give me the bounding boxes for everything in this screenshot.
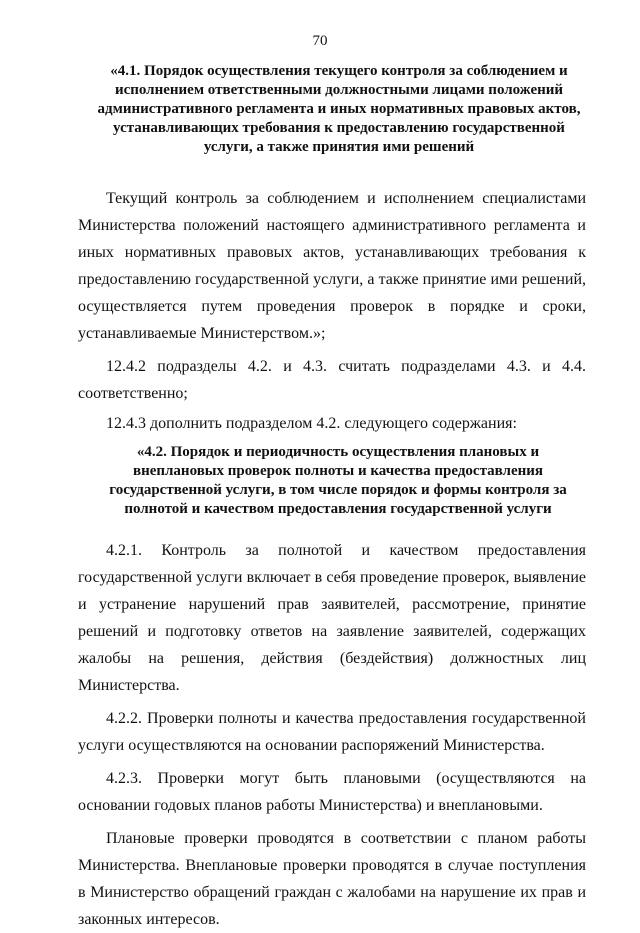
section-4-2-2-paragraph: 4.2.2. Проверки полноты и качества предоставления государственной услуги осуществляются на основании распоряжений Министерства. — [78, 710, 586, 754]
section-4-2-3-paragraph: 4.2.3. Проверки могут быть плановыми (осуществляются на основании годовых планов работы Министерства) и внеплановыми. — [78, 770, 586, 814]
planned-inspections-paragraph: Плановые проверки проводятся в соответствии с планом работы Министерства. Внеплановые проверки проводятся в случае поступления в Министерство обращений граждан с жалобами на нарушение их прав и законных интересов. — [78, 830, 586, 928]
amendment-12-4-3: 12.4.3 дополнить подразделом 4.2. следующего содержания: — [106, 415, 517, 432]
page-number: 70 — [312, 33, 328, 49]
section-4-1-paragraph: Текущий контроль за соблюдением и исполнением специалистами Министерства положений настоящего административного регламента и иных нормативных правовых актов, устанавливающих требования к предоставлению государственной услуги, а также принятие ими решений, осуществляется путем проведения проверок в порядке и сроки, устанавливаемые Министерством.»; — [78, 190, 586, 342]
amendment-12-4-2: 12.4.2 подразделы 4.2. и 4.3. считать подразделами 4.3. и 4.4. соответственно; — [78, 358, 586, 402]
section-4-2-heading: «4.2. Порядок и периодичность осуществления плановых и внеплановых проверок полноты и качества предоставления государственной услуги, в том числе порядок и формы контроля за полнотой и качеством предоставления государственной услуги — [109, 444, 567, 517]
section-4-2-1-paragraph: 4.2.1. Контроль за полнотой и качеством предоставления государственной услуги включает в себя проведение проверок, выявление и устранение нарушений прав заявителей, рассмотрение, принятие решений и подготовку ответов на заявление заявителей, содержащих жалобы на решения, действия (бездействия) должностных лиц Министерства. — [78, 542, 586, 694]
section-4-1-heading: «4.1. Порядок осуществления текущего контроля за соблюдением и исполнением ответственными должностными лицами положений административного регламента и иных нормативных правовых актов, устанавливающих требования к предоставлению государственной услуги, а также принятия ими решений — [97, 63, 581, 155]
document-body — [78, 62, 586, 933]
